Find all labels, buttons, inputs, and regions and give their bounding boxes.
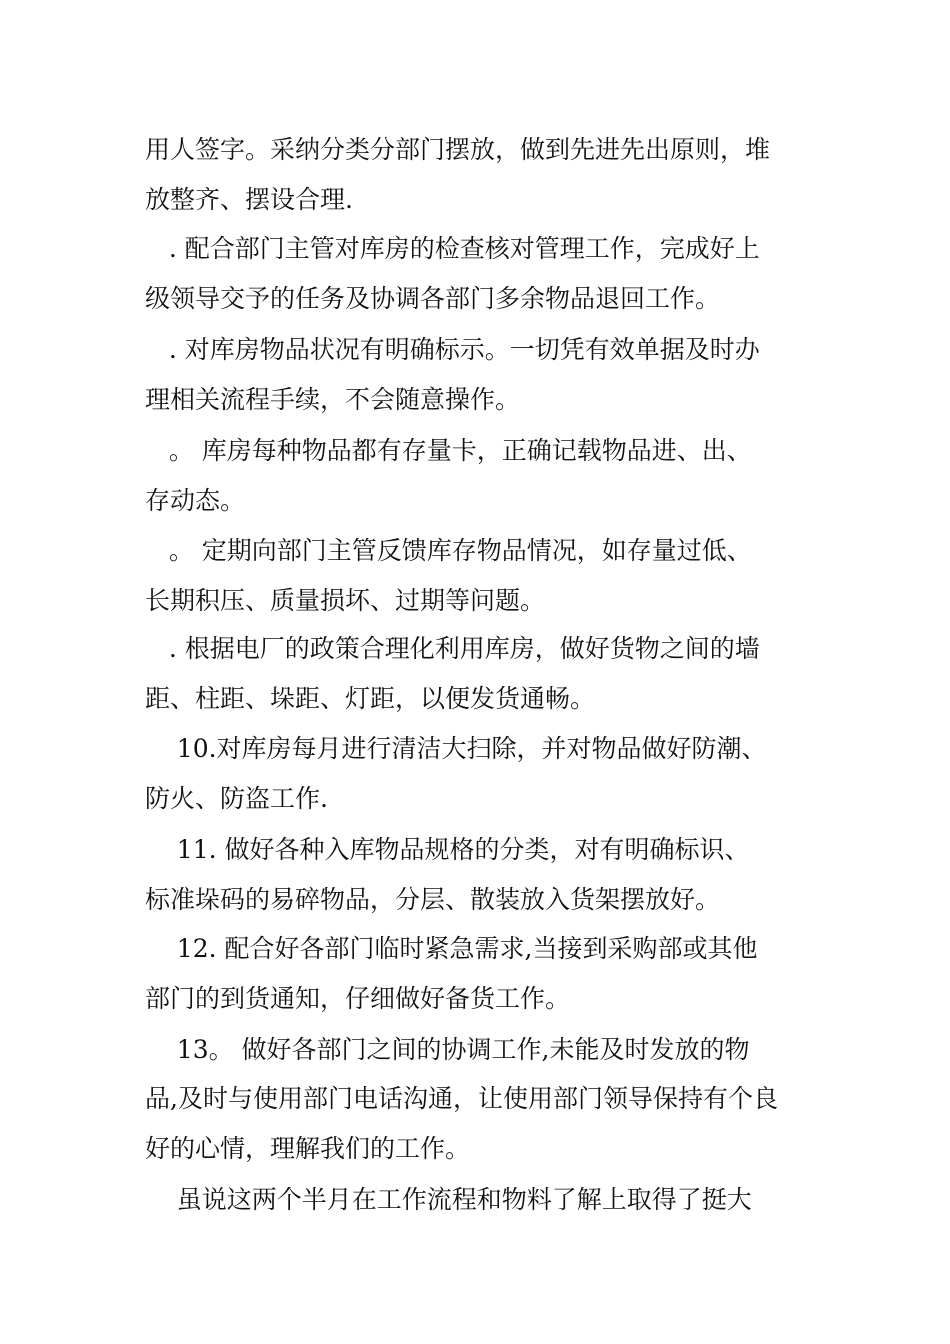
text-line-4: 级领导交予的任务及协调各部门多余物品退回工作。 — [145, 284, 721, 313]
text-line-6: 理相关流程手续，不会随意操作。 — [145, 385, 521, 414]
text-line-11: . 根据电厂的政策合理化利用库房，做好货物之间的墙 — [145, 634, 760, 663]
text-line-5: . 对库房物品状况有明确标示。一切凭有效单据及时办 — [145, 335, 760, 364]
text-line-2: 放整齐、摆设合理. — [145, 185, 353, 214]
text-line-9: 。 定期向部门主管反馈库存物品情况，如存量过低、 — [145, 536, 752, 565]
text-line-22: 虽说这两个半月在工作流程和物料了解上取得了挺大 — [145, 1185, 752, 1214]
text-line-1: 用人签字。采纳分类分部门摆放，做到先进先出原则，堆 — [145, 135, 771, 164]
text-line-19: 13。 做好各部门之间的协调工作,未能及时发放的物 — [145, 1035, 750, 1064]
text-line-20: 品,及时与使用部门电话沟通，让使用部门领导保持有个良 — [145, 1084, 778, 1113]
text-line-15: 11. 做好各种入库物品规格的分类，对有明确标识、 — [145, 835, 750, 864]
text-line-21: 好的心情，理解我们的工作。 — [145, 1134, 471, 1163]
text-line-3: . 配合部门主管对库房的检查核对管理工作，完成好上 — [145, 234, 760, 263]
text-line-7: 。 库房每种物品都有存量卡，正确记载物品进、出、 — [145, 436, 752, 465]
text-line-17: 12. 配合好各部门临时紧急需求,当接到采购部或其他 — [145, 934, 758, 963]
text-line-10: 长期积压、质量损坏、过期等问题。 — [145, 586, 546, 615]
text-line-16: 标准垛码的易碎物品，分层、散装放入货架摆放好。 — [145, 885, 721, 914]
text-line-18: 部门的到货通知，仔细做好备货工作。 — [145, 984, 571, 1013]
text-line-13: 10.对库房每月进行清洁大扫除，并对物品做好防潮、 — [145, 734, 767, 763]
text-line-14: 防火、防盗工作. — [145, 784, 328, 813]
text-line-12: 距、柱距、垛距、灯距，以便发货通畅。 — [145, 684, 596, 713]
text-line-8: 存动态。 — [145, 486, 246, 515]
